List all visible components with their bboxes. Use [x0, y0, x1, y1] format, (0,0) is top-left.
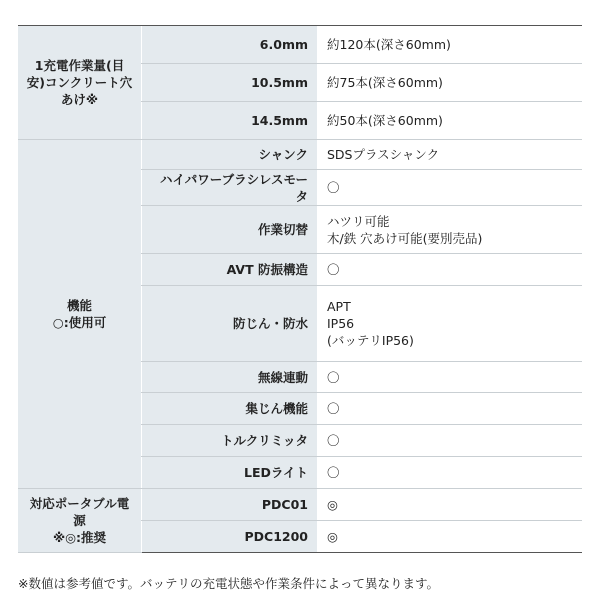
footnote: ※数値は参考値です。バッテリの充電状態や作業条件によって異なります。	[18, 576, 439, 591]
value-line: 〇	[327, 369, 340, 385]
row-value	[317, 26, 582, 64]
row-value	[317, 140, 582, 170]
row-value	[317, 64, 582, 102]
category-line: ○:使用可	[52, 315, 107, 330]
row-value	[317, 286, 582, 362]
row-label: トルクリミッタ	[142, 425, 318, 457]
row-value	[317, 362, 582, 393]
value-line: ハツリ可能	[327, 213, 390, 229]
category-line: 安)コンクリート穴	[26, 75, 133, 90]
category-line: 機能	[66, 298, 92, 313]
table-row	[18, 489, 582, 521]
category-charge-capacity	[18, 26, 142, 140]
row-label: 集じん機能	[142, 393, 318, 425]
value-line: ◎	[327, 497, 338, 512]
value-line: (バッテリIP56)	[327, 333, 414, 348]
row-value	[317, 489, 582, 521]
row-label: 作業切替	[142, 206, 318, 254]
row-value	[317, 206, 582, 254]
row-label: ハイパワーブラシレスモータ	[142, 170, 318, 206]
row-value	[317, 170, 582, 206]
row-label: シャンク	[142, 140, 318, 170]
value-line: APT	[327, 299, 351, 314]
value-line: 約50本(深さ60mm)	[327, 113, 443, 128]
row-label: AVT 防振構造	[142, 254, 318, 286]
row-value	[317, 425, 582, 457]
row-value	[317, 457, 582, 489]
table-row	[18, 140, 582, 170]
value-line: 木/鉄 穴あけ可能(要別売品)	[327, 230, 483, 246]
value-line: 〇	[327, 262, 340, 277]
table-row	[18, 26, 582, 64]
category-functions	[18, 140, 142, 489]
value-line: IP56	[327, 316, 355, 331]
row-value	[317, 254, 582, 286]
row-label: 14.5mm	[142, 102, 318, 140]
value-line: SDSプラスシャンク	[327, 147, 440, 162]
category-power-supply	[18, 489, 142, 553]
category-line: 対応ポータブル電	[29, 496, 130, 511]
row-label: LEDライト	[142, 457, 318, 489]
value-line: 〇	[327, 465, 340, 480]
value-line: 〇	[327, 433, 340, 448]
value-line: 〇	[327, 180, 340, 195]
category-line: 1充電作業量(目	[34, 58, 125, 73]
row-value	[317, 521, 582, 553]
row-label: PDC01	[142, 489, 318, 521]
row-label: 10.5mm	[142, 64, 318, 102]
row-value	[317, 102, 582, 140]
value-line: 約120本(深さ60mm)	[327, 37, 451, 52]
value-line: 〇	[327, 401, 340, 416]
row-label: 6.0mm	[142, 26, 318, 64]
category-line: あけ※	[60, 92, 99, 107]
category-line: 源	[73, 513, 86, 528]
value-line: 約75本(深さ60mm)	[327, 75, 443, 90]
category-line: ※◎:推奨	[52, 530, 107, 545]
spec-table	[18, 25, 582, 553]
row-value	[317, 393, 582, 425]
row-label: PDC1200	[142, 521, 318, 553]
row-label: 無線連動	[142, 362, 318, 393]
value-line: ◎	[327, 529, 338, 544]
row-label: 防じん・防水	[142, 286, 318, 362]
